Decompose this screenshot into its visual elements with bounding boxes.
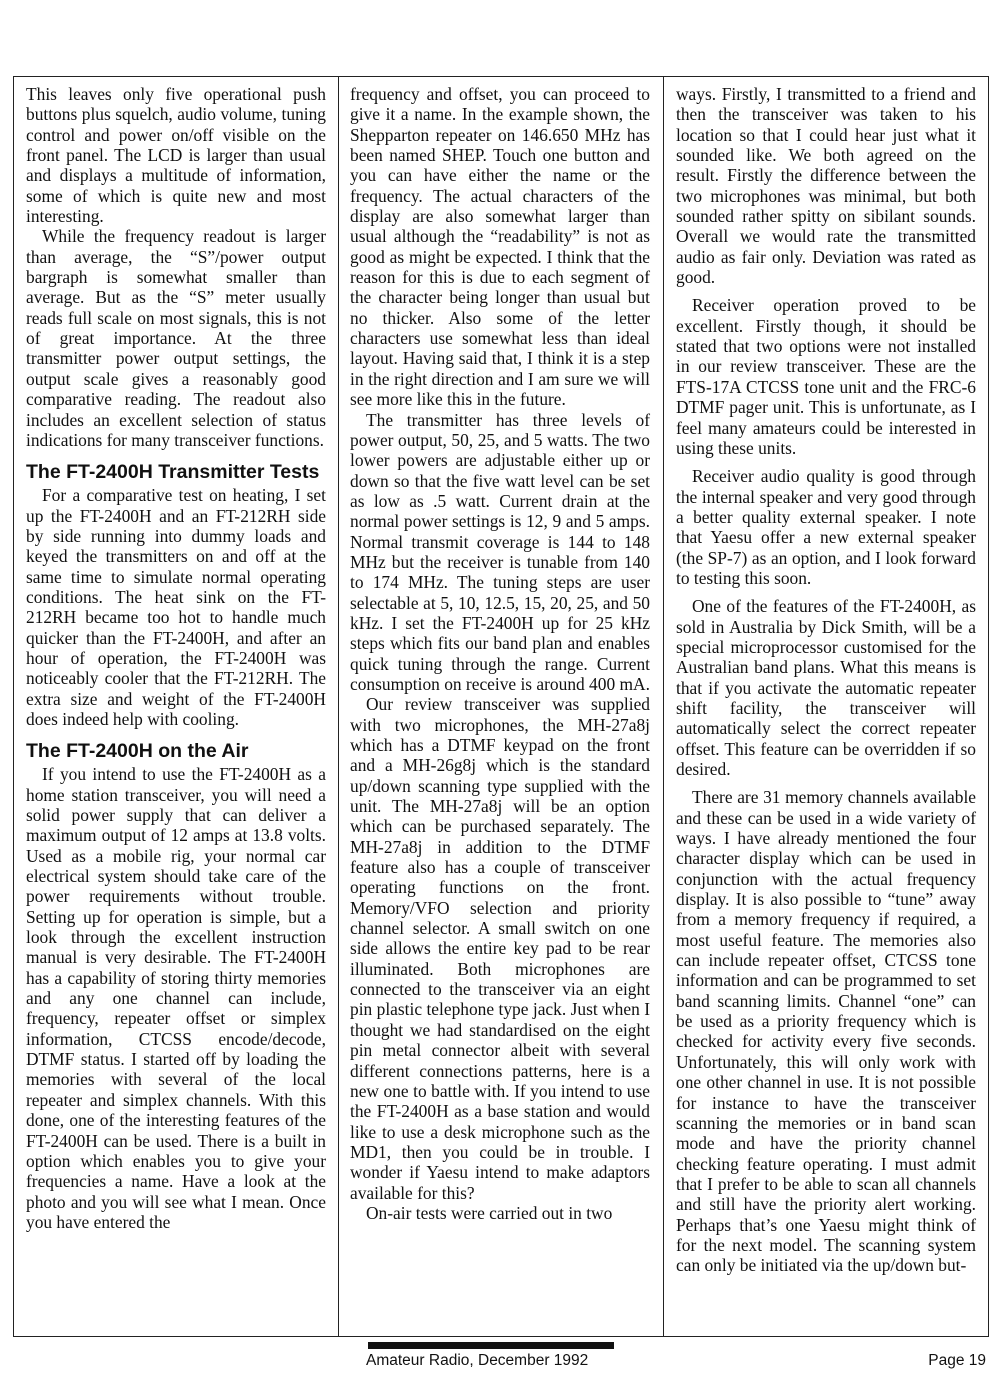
column-1 [26,84,326,1232]
page-number: Page 19 [928,1352,986,1369]
section-heading: The FT-2400H on the Air [26,740,249,763]
paragraph: Receiver audio quality is good through the internal speaker and very good through a better quality external speaker. I note that Yaesu offer a new external speaker (the SP-7) as an option, and I look forward to testing this soon. [676,466,976,588]
paragraph: If you intend to use the FT-2400H as a home station transceiver, you will need a solid power supply that can deliver a maximum output of 12 amps at 13.8 volts. Used as a mobile rig, your normal car electrical system should take care of the power requirements without trouble. Setting up for operation is simple, but a look through the excellent instruction manual is very desirable. The FT-2400H has a capability of storing thirty memories and any one channel can include, frequency, repeater offset or simplex information, CTCSS encode/decode, DTMF status. I started off by loading the memories with several of the local repeater and simplex channels. With this done, one of the interesting features of the FT-2400H can be used. There is a built in option which enables you to give your frequencies a name. Have a look at the photo and you will see what I mean. Once you have entered the [26,764,326,1232]
paragraph: frequency and offset, you can proceed to give it a name. In the example shown, the Shepparton repeater on 146.650 MHz has been named SHEP. Touch one button and you can have either the name or the frequency. The actual characters of the display are also somewhat larger than usual although the “readability” is not as good as might be expected. I think that the reason for this is due to each segment of the character being longer than usual but no thicker. Also some of the letter characters use somewhat less than ideal layout. Having said that, I think it is a step in the right direction and I am sure we will see more like this in the future. [350,84,650,410]
paragraph: While the frequency readout is larger than average, the “S”/power output bargraph is somewhat smaller than average. But as the “S” meter usually reads full scale on most signals, this is not of great importance. At the three transmitter power output settings, the output scale gives a reasonably good comparative reading. The readout also includes an excellent selection of status indications for many transceiver functions. [26,226,326,450]
paragraph: For a comparative test on heating, I set up the FT-2400H and an FT-212RH side by side running into dummy loads and keyed the transmitters on and off at the same time to simulate normal operating conditions. The heat sink on the FT-212RH became too hot to handle much quicker than the FT-2400H, and after an hour of operation, the FT-2400H was noticeably cooler that the FT-212RH. The extra size and weight of the FT-2400H does indeed help with cooling. [26,485,326,729]
paragraph: The transmitter has three levels of power output, 50, 25, and 5 watts. The two lower powers are adjustable either up or down so that the five watt level can be set as low as .5 watt. Current drain at the normal power settings is 12, 9 and 5 amps. Normal transmit coverage is 144 to 148 MHz but the receiver is tunable from 140 to 174 MHz. The tuning steps are user selectable at 5, 10, 12.5, 15, 20, 25, and 50 kHz. I set the FT-2400H up for 25 kHz steps which fits our band plan and enables quick tuning through the range. Current consumption on receive is around 400 mA. [350,409,650,694]
column-2 [350,84,650,1223]
column-divider [338,77,339,1336]
publication-footer: Amateur Radio, December 1992 [366,1352,589,1369]
paragraph: There are 31 memory channels available and these can be used in a wide variety of ways. I have already mentioned the four character display which can be used in conjunction with the actual frequency display. It is also possible to “tune” away from a memory frequency if required, a most useful feature. The memories also can include repeater offset, CTCSS tone information and can be programmed to set band scanning limits. Channel “one” can be used as a priority frequency which is checked for activity every five seconds. Unfortunately, this will only work with one other channel in use. It is not possible for instance to have the transceiver scanning the memories or in band scan mode and have the priority channel checking feature operating. I must admit that I prefer to be able to scan all channels and still have the priority alert working. Perhaps that’s one Yaesu might think of for the next model. The scanning system can only be initiated via the up/down but- [676,787,976,1276]
section-heading: The FT-2400H Transmitter Tests [26,461,320,484]
paragraph: This leaves only five operational push buttons plus squelch, audio volume, tuning control and power on/off visible on the front panel. The LCD is larger than usual and displays a multitude of information, some of which is quite new and most interesting. [26,84,326,227]
footer-rule [368,1342,614,1349]
paragraph: One of the features of the FT-2400H, as sold in Australia by Dick Smith, will be a special microprocessor customised for the Australian band plans. What this means is that if you activate the automatic repeater shift facility, the transceiver will automatically select the correct repeater offset. This feature can be overridden if so desired. [676,596,976,779]
paragraph: Our review transceiver was supplied with two microphones, the MH-27a8j which has a DTMF keypad on the front and a MH-26g8j which is the standard up/down scanning type supplied with the unit. The MH-27a8j will be an option which can be purchased separately. The MH-27a8j in addition to the DTMF feature also has a couple of transceiver operating functions on the front. Memory/VFO selection and priority channel selector. A small switch on one side allows the entire key pad to be rear illuminated. Both microphones are connected to the transceiver via an eight pin plastic telephone type jack. Just when I thought we had standardised on the eight pin metal connector albeit with several different connections patterns, here is a new one to battle with. If you intend to use the FT-2400H as a base station and would like to use a desk microphone such as the MD1, then you could be in trouble. I wonder if Yaesu intend to make adaptors available for this? [350,694,650,1203]
column-3 [676,84,976,1276]
paragraph: ways. Firstly, I transmitted to a friend and then the transceiver was taken to his location so that I could hear just what it sounded like. We both agreed on the result. Firstly the difference between the two microphones was minimal, but both sounded rather spitty on sibilant sounds. Overall we would rate the transmitted audio as fair only. Deviation was rated as good. [676,84,976,288]
paragraph: On-air tests were carried out in two [366,1202,613,1223]
paragraph: Receiver operation proved to be excellent. Firstly though, it should be stated that two options were not installed in our review transceiver. These are the FTS-17A CTCSS tone unit and the FRC-6 DTMF pager unit. This is unfortunate, as I feel many amateurs could be interested in using these units. [676,295,976,458]
column-divider [663,77,664,1336]
